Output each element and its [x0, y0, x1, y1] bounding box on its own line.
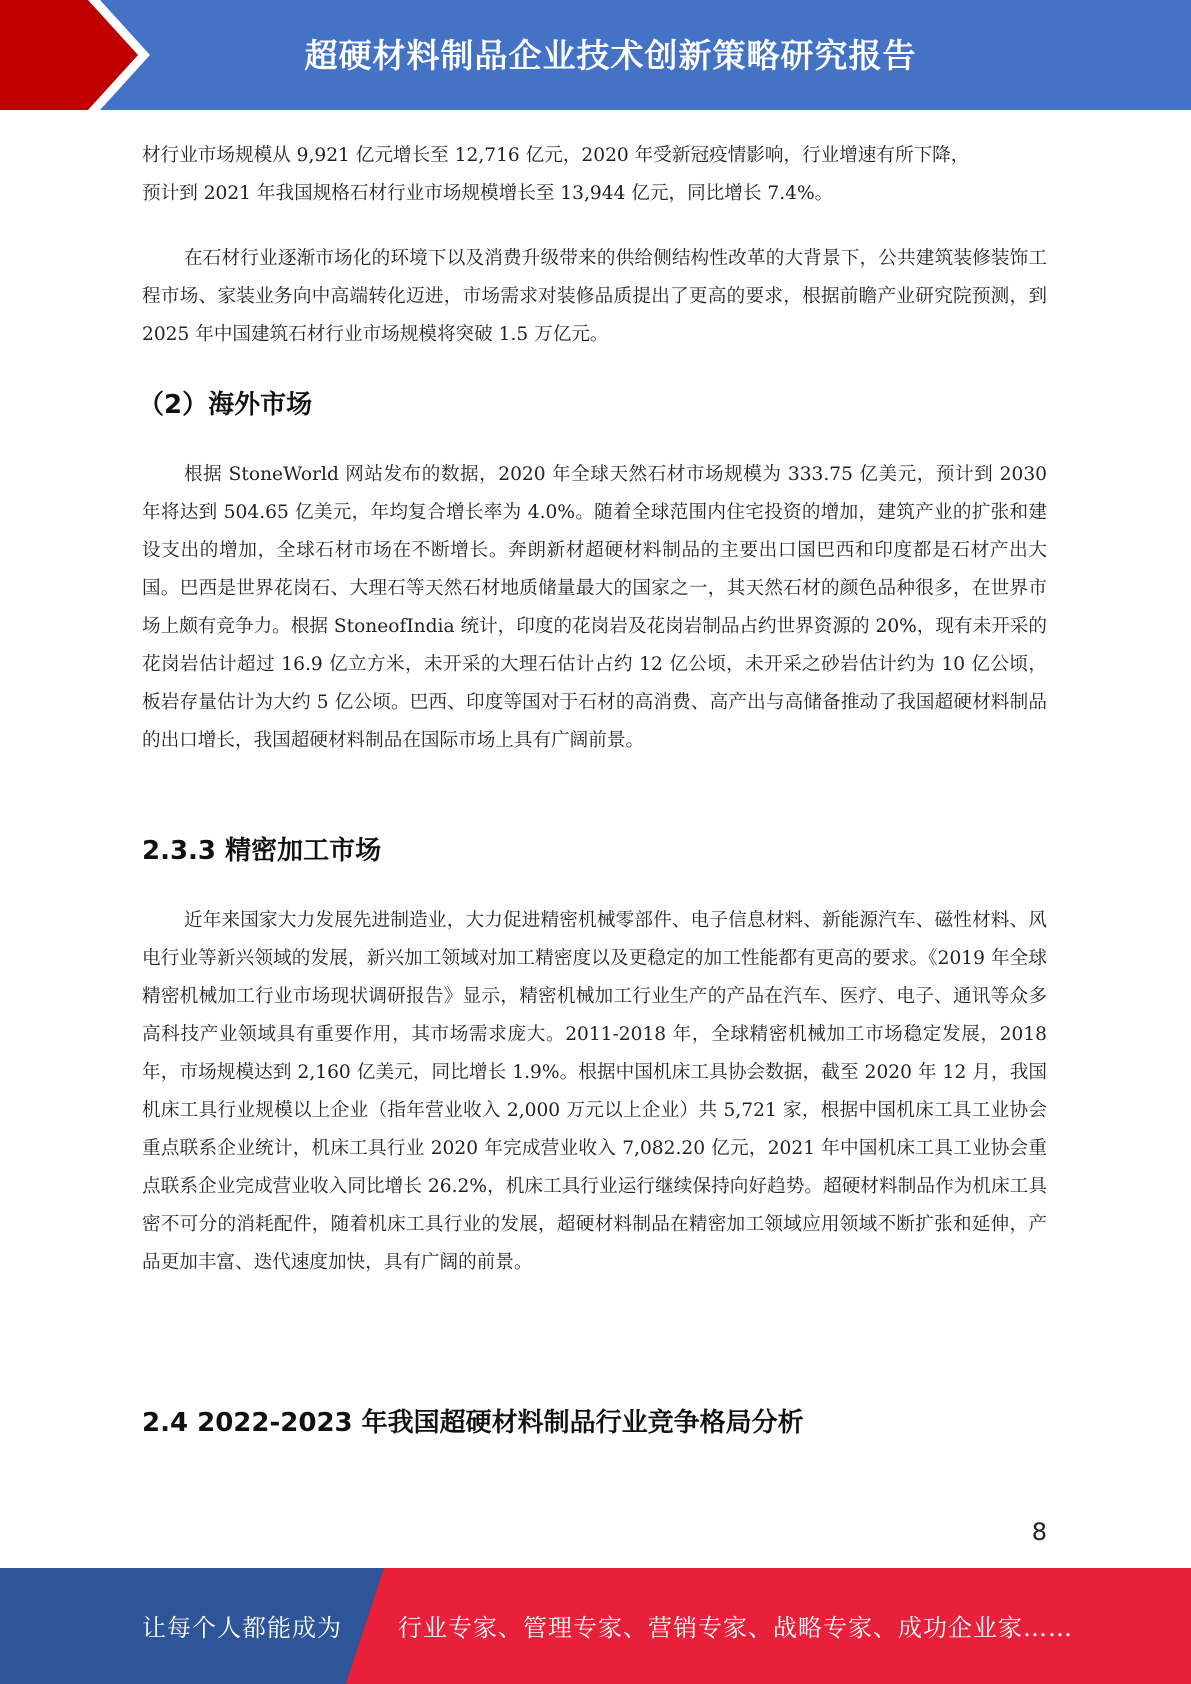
- page-footer: [0, 1568, 1191, 1684]
- paragraph-text: 近年来国家大力发展先进制造业，大力促进精密机械零部件、电子信息材料、新能源汽车、磁性材料、风电行业等新兴领域的发展，新兴加工领域对加工精密度以及更稳定的加工性能都有更高的要求。《2019 年全球精密机械加工行业市场现状调研报告》显示，精密机械加工行业生产的产品在汽车、医疗、电子、通讯等众多高科技产业领域具有重要作用，其市场需求庞大。2011-2018 年，全球精密机械加工市场稳定发展，2018 年，市场规模达到 2,160 亿美元，同比增长 1.9%。根据中国机床工具协会数据，截至 2020 年 12 月，我国机床工具行业规模以上企业（指年营业收入 2,000 万元以上企业）共 5,721 家，根据中国机床工具工业协会重点联系企业统计，机床工具行业 2020 年完成营业收入 7,082.20 亿元，2021 年中国机床工具工业协会重点联系企业完成营业收入同比增长 26.2%，机床工具行业运行继续保持向好趋势。超硬材料制品作为机床工具密不可分的消耗配件，随着机床工具行业的发展，超硬材料制品在精密加工领域应用领域不断扩张和延伸，产品更加丰富、迭代速度加快，具有广阔的前景。: [142, 910, 1047, 1273]
- report-title: 超硬材料制品企业技术创新策略研究报告: [304, 36, 917, 75]
- heading-overseas-market: （2）海外市场: [138, 390, 313, 420]
- heading-competition-analysis: 2.4 2022-2023 年我国超硬材料制品行业竞争格局分析: [142, 1408, 804, 1438]
- paragraph-stone-market-upgrade: [142, 240, 1047, 354]
- paragraph-text: 根据 StoneWorld 网站发布的数据，2020 年全球天然石材市场规模为 333.75 亿美元，预计到 2030 年将达到 504.65 亿美元，年均复合增长率为 4.0%。随着全球范围内住宅投资的增加，建筑产业的扩张和建设支出的增加，全球石材市场在不断增长。奔朗新材超硬材料制品的主要出口国巴西和印度都是石材产出大国。巴西是世界花岗石、大理石等天然石材地质储量最大的国家之一，其天然石材的颜色品种很多，在世界市场上颇有竞争力。根据 StoneofIndia 统计，印度的花岗岩及花岗岩制品占约世界资源的 20%，现有未开采的花岗岩估计超过 16.9 亿立方米，未开采的大理石估计占约 12 亿公顷，未开采之砂岩估计约为 10 亿公顷，板岩存量估计为大约 5 亿公顷。巴西、印度等国对于石材的高消费、高产出与高储备推动了我国超硬材料制品的出口增长，我国超硬材料制品在国际市场上具有广阔前景。: [142, 464, 1047, 751]
- page-header: [0, 0, 1191, 110]
- footer-slogan-left: 让每个人都能成为: [142, 1614, 342, 1642]
- paragraph-precision-machining: [142, 902, 1047, 1282]
- page-number: 8: [1031, 1518, 1047, 1546]
- paragraph-text: 在石材行业逐渐市场化的环境下以及消费升级带来的供给侧结构性改革的大背景下，公共建筑装修装饰工程市场、家装业务向中高端转化迈进，市场需求对装修品质提出了更高的要求，根据前瞻产业研究院预测，到 2025 年中国建筑石材行业市场规模将突破 1.5 万亿元。: [142, 248, 1047, 345]
- paragraph-line: 材行业市场规模从 9,921 亿元增长至 12,716 亿元，2020 年受新冠疫情影响，行业增速有所下降，: [142, 145, 970, 166]
- paragraph-overseas-market: [142, 456, 1047, 760]
- footer-slogan-right: 行业专家、管理专家、营销专家、战略专家、成功企业家……: [398, 1614, 1073, 1642]
- paragraph-line: 预计到 2021 年我国规格石材行业市场规模增长至 13,944 亿元，同比增长 7.4%。: [142, 183, 834, 204]
- paragraph-market-size: [142, 137, 1047, 213]
- heading-precision-machining-market: 2.3.3 精密加工市场: [142, 836, 382, 866]
